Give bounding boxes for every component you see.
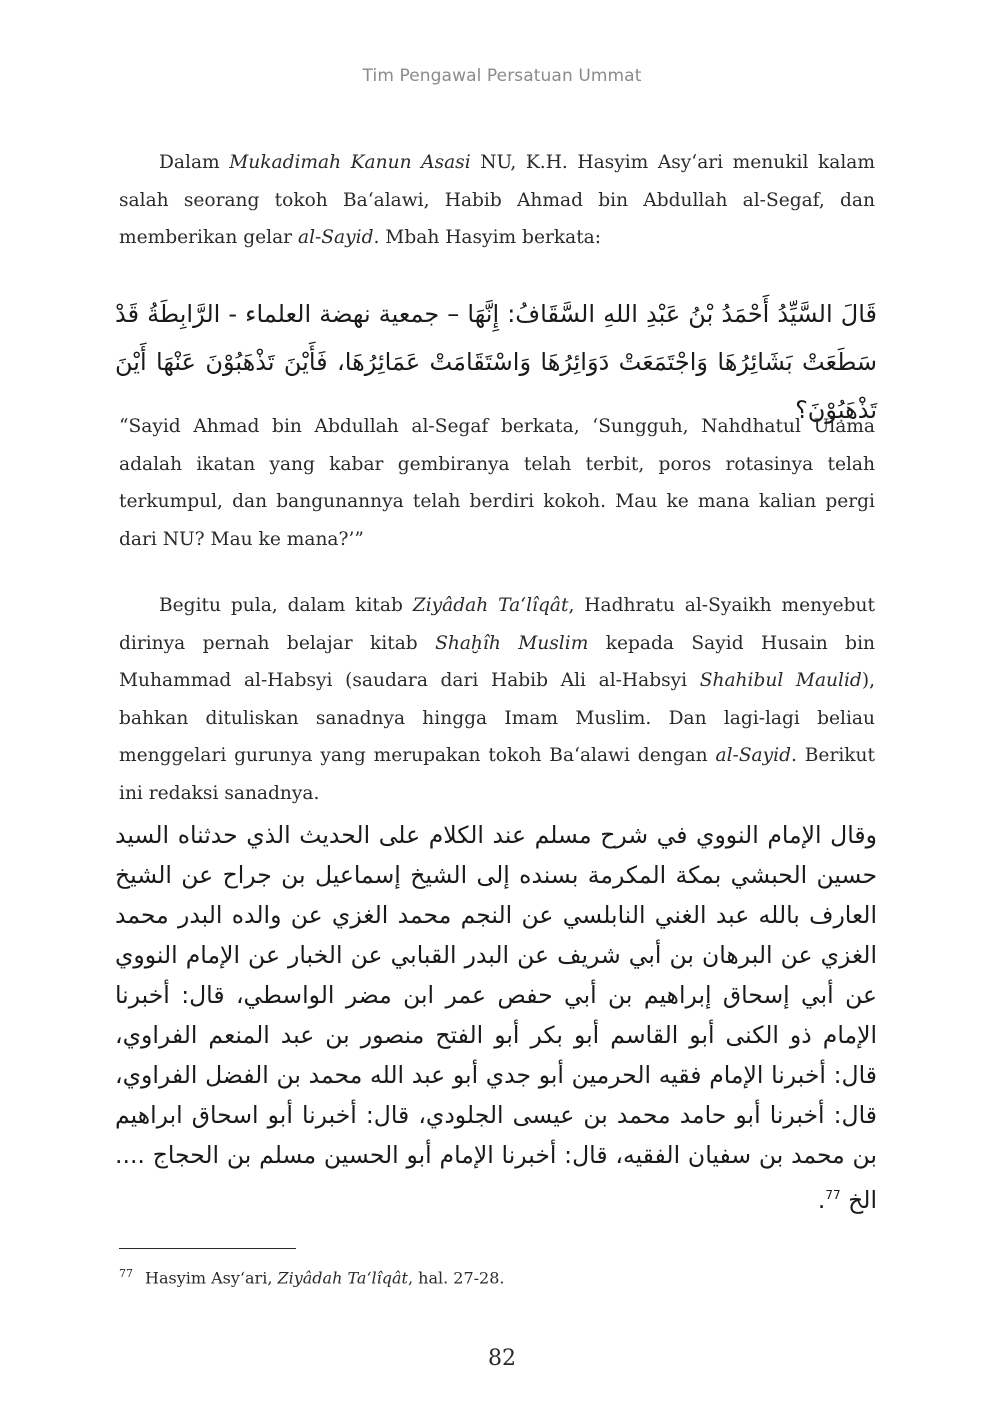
paragraph-sanad-intro (119, 587, 875, 812)
p2-text-2: , Hadhratu al-Syaikh menyebut dirinya pernah belajar kitab (119, 595, 875, 654)
footnote-divider (119, 1248, 296, 1249)
p2-text-1: Begitu pula, dalam kitab (159, 595, 413, 616)
p2-text-5: . Berikut ini redaksi sanadnya. (119, 745, 875, 804)
arabic-quote: قَالَ السَّيِّدُ أَحْمَدُ بْنُ عَبْدِ اللهِ السَّقَافُ: إِنَّهَا – جمعية نهضة العلماء - الرَّابِطَةُ قَدْ سَطَعَتْ بَشَائِرُهَا وَاجْتَمَعَتْ دَوَائِرُهَا وَاسْتَقَامَتْ عَمَائِرُهَا، فَأَيْنَ تَذْهَبُوْنَ عَنْهَا أَيْنَ تَذْهَبُوْنَ؟ (115, 300, 877, 424)
arabic-sanad (115, 815, 877, 1220)
footnote-reference[interactable]: 77 (825, 1188, 841, 1202)
footnote-number: 77 (119, 1267, 133, 1280)
p2-italic-1: Ziyâdah Ta‘lîqât (412, 595, 569, 616)
p1-text-1: Dalam (159, 152, 230, 173)
footnote (119, 1262, 875, 1290)
footnote-italic: Ziyâdah Ta‘lîqât (277, 1268, 408, 1288)
arabic-sanad-text: وقال الإمام النووي في شرح مسلم عند الكلام على الحديث الذي حدثناه السيد حسين الحبشي بمكة المكرمة بسنده إلى الشيخ إسماعيل بن جراح عن الشيخ العارف بالله عبد الغني النابلسي عن النجم محمد الغزي عن والده البدر محمد الغزي عن البرهان بن أبي شريف عن البدر القبابي عن الخبار عن الإمام النووي عن أبي إسحاق إبراهيم بن أبي حفص عمر ابن مضر الواسطي، قال: أخبرنا الإمام ذو الكنى أبو القاسم أبو بكر أبو الفتح منصور بن عبد المنعم الفراوي، قال: أخبرنا الإمام فقيه الحرمين أبو جدي أبو عبد الله محمد بن الفضل الفراوي، قال: أخبرنا أبو حامد محمد بن عيسى الجلودي، قال: أخبرنا أبو اسحاق ابراهيم بن محمد بن سفيان الفقيه، قال: أخبرنا الإمام أبو الحسين مسلم بن الحجاج .... الخ (115, 821, 877, 1214)
p1-text-2: NU, K.H. Hasyim Asy‘ari menukil kalam salah seorang tokoh Ba‘alawi, Habib Ahmad bin Abdullah al-Segaf, dan memberikan gelar (119, 152, 875, 248)
running-header: Tim Pengawal Persatuan Ummat (362, 66, 642, 86)
arabic-sanad-end: . (817, 1185, 826, 1214)
p2-italic-2: Shaḫîh Muslim (435, 632, 589, 654)
p1-italic-2: al-Sayid (297, 227, 374, 248)
p2-text-4: ), bahkan dituliskan sanadnya hingga Imam Muslim. Dan lagi-lagi beliau menggelari gurunya yang merupakan tokoh Ba‘alawi dengan (119, 670, 875, 766)
footnote-text-2: , hal. 27-28. (407, 1268, 505, 1288)
page-number: 82 (488, 1346, 516, 1371)
p1-text-3: . Mbah Hasyim berkata: (373, 227, 602, 248)
footnote-text-1: Hasyim Asy‘ari, (145, 1268, 278, 1288)
p2-text-3: kepada Sayid Husain bin Muhammad al-Habsyi (saudara dari Habib Ali al-Habsyi (119, 632, 875, 691)
translation-paragraph: “Sayid Ahmad bin Abdullah al-Segaf berkata, ‘Sungguh, Nahdhatul Ulama adalah ikatan yang kabar gembiranya telah terbit, poros rotasinya telah terkumpul, dan bangunannya telah berdiri kokoh. Mau ke mana kalian pergi dari NU? Mau ke mana?’” (119, 416, 875, 550)
p2-italic-3: Shahibul Maulid (699, 670, 862, 691)
p1-italic-1: Mukadimah Kanun Asasi (229, 152, 471, 173)
p2-italic-4: al-Sayid (715, 745, 791, 766)
paragraph-intro (119, 144, 875, 257)
